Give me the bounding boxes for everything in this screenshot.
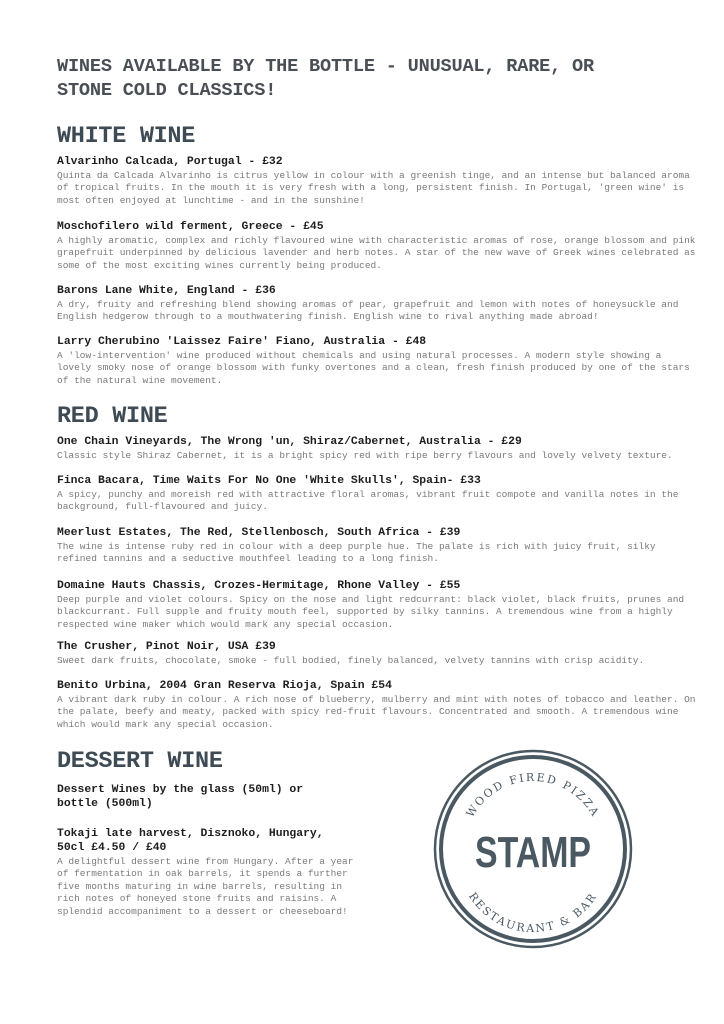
section-heading-white-wine: WHITE WINE [57, 123, 196, 150]
wine-description: A vibrant dark ruby in colour. A rich nose of blueberry, mulberry and mint with notes of tobacco and leather. On the palate, beefy and meaty, packed with spicy red-fruit flavours. Concentrated and smooth. A tremendous wine which would mark any special occasion. [57, 694, 696, 730]
wine-entry [57, 155, 697, 207]
wine-name: Tokaji late harvest, Disznoko, Hungary, 50cl £4.50 / £40 [57, 828, 324, 854]
wine-name: Meerlust Estates, The Red, Stellenbosch, South Africa - £39 [57, 527, 461, 539]
wine-entry [57, 579, 697, 631]
wine-name: Larry Cherubino 'Laissez Faire' Fiano, Australia - £48 [57, 336, 427, 348]
wine-name: Domaine Hauts Chassis, Crozes-Hermitage, Rhone Valley - £55 [57, 580, 461, 592]
wine-description: A dry, fruity and refreshing blend showing aromas of pear, grapefruit and lemon with notes of honeysuckle and English hedgerow through to a mouthwatering finish. English wine to rival anything made abroad! [57, 299, 679, 323]
wine-entry [57, 640, 697, 667]
wine-entry [57, 679, 697, 731]
wine-entry [57, 335, 697, 387]
wine-description: Classic style Shiraz Cabernet, it is a bright spicy red with ripe berry flavours and lovely velvety texture. [57, 450, 673, 461]
wine-name: Moschofilero wild ferment, Greece - £45 [57, 221, 324, 233]
logo-bottom-text: RESTAURANT & BAR [466, 889, 600, 936]
wine-name: The Crusher, Pinot Noir, USA £39 [57, 641, 276, 653]
wine-entry [57, 526, 697, 566]
wine-entry [57, 474, 697, 514]
logo-top-text: WOOD FIRED PIZZA [463, 770, 603, 820]
wine-description: Sweet dark fruits, chocolate, smoke - full bodied, finely balanced, velvety tannins with crisp acidity. [57, 655, 645, 666]
wine-name: One Chain Vineyards, The Wrong 'un, Shiraz/Cabernet, Australia - £29 [57, 436, 522, 448]
wine-name: Benito Urbina, 2004 Gran Reserva Rioja, Spain £54 [57, 680, 392, 692]
wine-entry [57, 435, 697, 462]
wine-entry [57, 284, 697, 324]
wine-name: Finca Bacara, Time Waits For No One 'White Skulls', Spain- £33 [57, 475, 481, 487]
wine-name: Barons Lane White, England - £36 [57, 285, 276, 297]
wine-description: A 'low-intervention' wine produced without chemicals and using natural processes. A modern style showing a lovely smoky nose of orange blossom with funky overtones and a clean, fresh finish produced by one of the stars of the natural wine movement. [57, 350, 690, 386]
wine-description: The wine is intense ruby red in colour with a deep purple hue. The palate is rich with juicy fruit, silky refined tannins and a seductive mouthfeel leading to a long finish. [57, 541, 656, 565]
svg-text:WOOD FIRED PIZZA [464, 771, 603, 820]
page-title: WINES AVAILABLE BY THE BOTTLE - UNUSUAL, RARE, OR STONE COLD CLASSICS! [57, 56, 594, 101]
wine-name: Alvarinho Calcada, Portugal - £32 [57, 156, 283, 168]
dessert-intro-text: Dessert Wines by the glass (50ml) or bottle (500ml) [57, 784, 304, 810]
wine-description: A highly aromatic, complex and richly flavoured wine with characteristic aromas of rose, orange blossom and pink grapefruit underpinned by delicious lavender and herb notes. A star of the new wave of Greek wines celebrated as some of the most exciting wines currently being produced. [57, 235, 696, 271]
section-heading-red-wine: RED WINE [57, 403, 168, 430]
wine-description: Deep purple and violet colours. Spicy on the nose and light redcurrant: black violet, black fruits, prunes and blackcurrant. Full supple and fruity mouth feel, supported by silky tannins. A tremendous wine from a highly respected wine maker which would mark any special occasion. [57, 594, 685, 630]
wine-description: Quinta da Calcada Alvarinho is citrus yellow in colour with a greenish tinge, and an intense but balanced aroma of tropical fruits. In the mouth it is very fresh with a long, persistent finish. In Portugal, 'green wine' is most often enjoyed at lunchtime - and in the sunshine! [57, 170, 690, 206]
logo-main-text: STAMP [475, 828, 591, 877]
wine-entry [57, 220, 697, 272]
wine-description: A delightful dessert wine from Hungary. After a year of fermentation in oak barrels, it spends a further five months maturing in wine barrels, resulting in rich notes of honeyed stone fruits and raisins. A splendid accompaniment to a dessert or cheeseboard! [57, 856, 354, 917]
wine-description: A spicy, punchy and moreish red with attractive floral aromas, vibrant fruit compote and vanilla notes in the background, full-flavoured and juicy. [57, 489, 679, 513]
wine-entry [57, 827, 357, 918]
stamp-logo [428, 747, 638, 952]
dessert-intro [57, 783, 327, 811]
section-heading-dessert-wine: DESSERT WINE [57, 748, 223, 775]
